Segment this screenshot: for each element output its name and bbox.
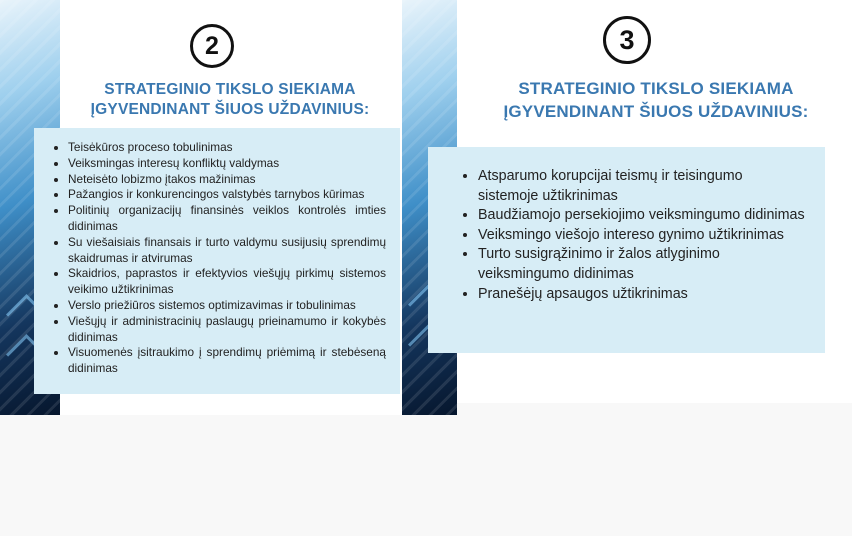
column-2-task-list — [50, 140, 386, 377]
column-2-heading-line1: STRATEGINIO TIKSLO SIEKIAMA — [104, 81, 356, 98]
step-number-badge-3: 3 — [603, 16, 651, 64]
column-2-heading-line2: ĮGYVENDINANT ŠIUOS UŽDAVINIUS: — [90, 101, 370, 118]
list-item: • Politinių organizacijų finansinės veiklos kontrolės imties didinimas — [68, 203, 386, 235]
list-item: • Neteisėto lobizmo įtakos mažinimas — [68, 172, 386, 188]
list-item: • Pažangios ir konkurencingos valstybės tarnybos kūrimas — [68, 187, 386, 203]
column-3-task-list — [452, 167, 805, 304]
list-item: • Veiksmingo viešojo intereso gynimo užtikrinimas — [478, 226, 805, 246]
list-item: • Visuomenės įsitraukimo į sprendimų priėmimą ir stebėseną didinimas — [68, 345, 386, 377]
column-3-heading-line1: STRATEGINIO TIKSLO SIEKIAMA — [518, 79, 794, 98]
column-3-heading-line2: ĮGYVENDINANT ŠIUOS UŽDAVINIUS: — [503, 102, 809, 121]
list-item: • Baudžiamojo persekiojimo veiksmingumo didinimas — [478, 206, 805, 226]
list-item: • Teisėkūros proceso tobulinimas — [68, 140, 386, 156]
column-2-heading — [70, 80, 390, 120]
column-2-task-list-box — [34, 128, 400, 394]
list-item: • Pranešėjų apsaugos užtikrinimas — [478, 285, 805, 305]
list-item: • Veiksmingas interesų konfliktų valdymas — [68, 156, 386, 172]
list-item: • Viešųjų ir administracinių paslaugų prieinamumo ir kokybės didinimas — [68, 314, 386, 346]
list-item: • Turto susigrąžinimo ir žalos atlyginimo veiksmingumo didinimas — [478, 245, 805, 284]
list-item: • Atsparumo korupcijai teismų ir teisingumo sistemoje užtikrinimas — [478, 167, 805, 206]
list-item: • Verslo priežiūros sistemos optimizavimas ir tobulinimas — [68, 298, 386, 314]
list-item: • Skaidrios, paprastos ir efektyvios viešųjų pirkimų sistemos veikimo užtikrinimas — [68, 266, 386, 298]
column-3-heading — [466, 77, 846, 123]
step-number-badge-2: 2 — [190, 24, 234, 68]
list-item: • Su viešaisiais finansais ir turto valdymu susijusių sprendimų skaidrumas ir atvirumas — [68, 235, 386, 267]
column-3-task-list-box — [428, 147, 825, 353]
